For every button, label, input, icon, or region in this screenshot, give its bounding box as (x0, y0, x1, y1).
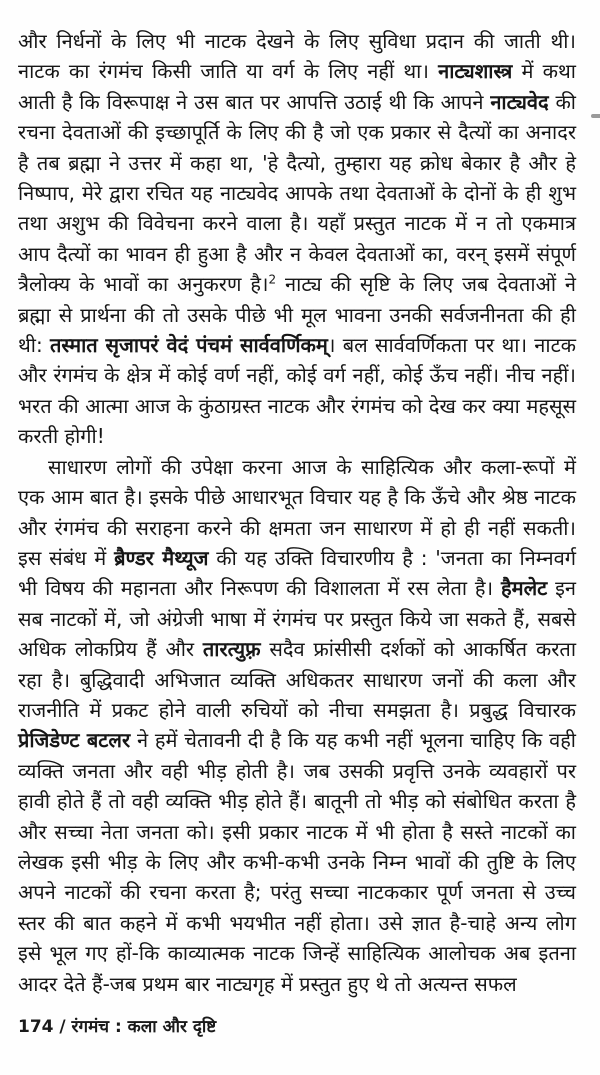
scan-artifact (591, 114, 600, 118)
page-number: 174 (18, 1017, 54, 1037)
paragraph-2: साधारण लोगों की उपेक्षा करना आज के साहित्यिक और कला-रूपों में एक आम बात है। इसके पीछे आधारभूत विचार यह है कि ऊँचे और श्रेष्ठ नाटक और रंगमंच की सराहना करने की क्षमता जन साधारण में हो ही नहीं सकती। इस संबंध में ब्रैण्डर मैथ्यूज की यह उक्ति विचारणीय है : 'जनता का निम्नवर्ग भी विषय की महानता और निरूपण की विशालता में रस लेता है। हैमलेट इन सब नाटकों में, जो अंग्रेजी भाषा में रंगमंच पर प्रस्तुत किये जा सकते हैं, सबसे अधिक लोकप्रिय हैं और तारत्युफ़्र सदैव फ्रांसीसी दर्शकों को आकर्षित करता रहा है। बुद्धिवादी अभिजात व्यक्ति अधिकतर साधारण जनों की कला और राजनीति में प्रकट होने वाली रुचियों को नीचा समझता है। प्रबुद्ध विचारक प्रेजिडेण्ट बटलर ने हमें चेतावनी दी है कि यह कभी नहीं भूलना चाहिए कि वही व्यक्ति जनता और वही भीड़ होती है। जब उसकी प्रवृत्ति उनके व्यवहारों पर हावी होते हैं तो वही व्यक्ति भीड़ होते हैं। बातूनी तो भीड़ को संबोधित करता है और सच्चा नेता जनता को। इसी प्रकार नाटक में भी होता है सस्ते नाटकों का लेखक इसी भीड़ के लिए और कभी-कभी उनके निम्न भावों की तुष्टि के लिए अपने नाटकों की रचना करता है; परंतु सच्चा नाटककार पूर्ण जनता से उच्च स्तर की बात कहने में कभी भयभीत नहीं होता। उसे ज्ञात है-चाहे अन्य लोग इसे भूल गए हों-कि काव्यात्मक नाटक जिन्हें साहित्यिक आलोचक अब इतना आदर देते हैं-जब प्रथम बार नाट्यगृह में प्रस्तुत हुए थे तो अत्यन्त सफल (18, 454, 577, 996)
paragraph-1: और निर्धनों के लिए भी नाटक देखने के लिए सुविधा प्रदान की जाती थी। नाटक का रंगमंच किसी जाति या वर्ग के लिए नहीं था। नाट्यशास्त्र में कथा आती है कि विरूपाक्ष ने उस बात पर आपत्ति उठाई थी कि आपने नाट्यवेद की रचना देवताओं की इच्छापूर्ति के लिए की है जो एक प्रकार से दैत्यों का अनादर है तब ब्रह्मा ने उत्तर में कहा था, 'हे दैत्यो, तुम्हारा यह क्रोध बेकार है और हे निष्पाप, मेरे द्वारा रचित यह नाट्यवेद आपके तथा देवताओं के दोनों के ही शुभ तथा अशुभ की विवेचना करने वाला है। यहाँ प्रस्तुत नाटक में न तो एकमात्र आप दैत्यों का भावन ही हुआ है और न केवल देवताओं का, वरन् इसमें संपूर्ण त्रैलोक्य के भावों का अनुकरण है।$^2$ नाट्य की सृष्टि के लिए जब देवताओं ने ब्रह्मा से प्रार्थना की तो उसके पीछे भी मूल भावना उनकी सर्वजनीनता की ही थी: तस्मात सृजापरं वेदं पंचमं सार्ववर्णिकम्। बल सार्ववर्णिकता पर था। नाटक और रंगमंच के क्षेत्र में कोई वर्ण नहीं, कोई वर्ग नहीं, कोई ऊँच नहीं। नीच नहीं। भरत की आत्मा आज के कुंठाग्रस्त नाटक और रंगमंच को देख कर क्या महसूस करती होगी! (18, 29, 577, 449)
body-text (18, 26, 576, 999)
footer-separator: / (53, 1017, 72, 1037)
page-footer (18, 1014, 216, 1037)
book-title: रंगमंच : कला और दृष्टि (71, 1017, 217, 1037)
